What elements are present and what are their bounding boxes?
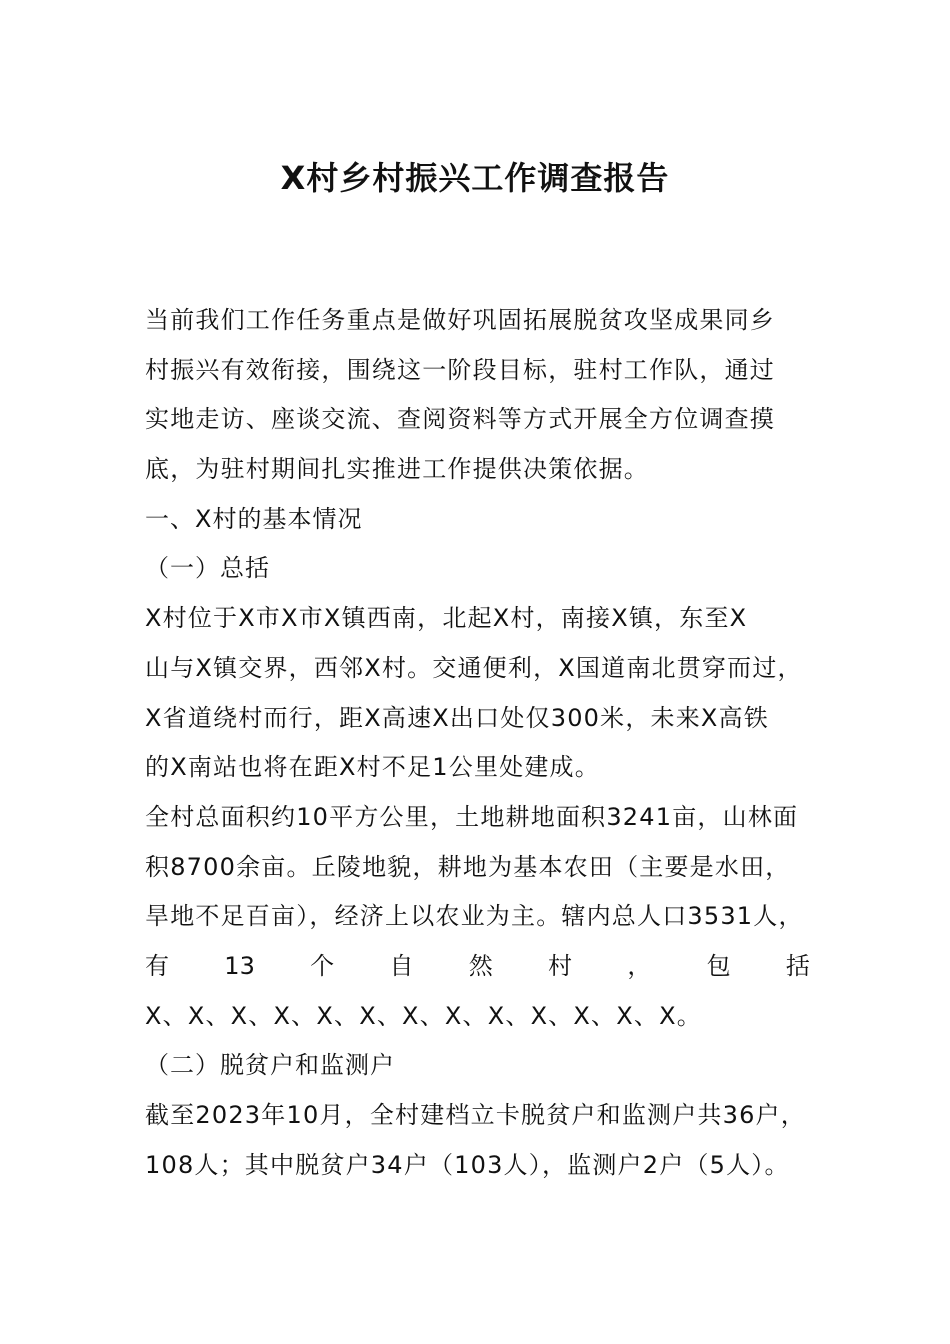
villages-list-line: X、X、X、X、X、X、X、X、X、X、X、X、X。 (145, 1001, 702, 1030)
subsection-heading-overview: （一）总括 (145, 554, 270, 583)
spread-token: 村 (548, 951, 573, 980)
intro-line-1: 当前我们工作任务重点是做好巩固拓展脱贫攻坚成果同乡 (145, 306, 775, 334)
households-line-2: 108人；其中脱贫户34户（103人），监测户2户（5人）。 (145, 1150, 790, 1179)
spread-token: 包 (706, 951, 731, 980)
intro-line-3: 实地走访、座谈交流、查阅资料等方式开展全方位调查摸 (145, 405, 775, 434)
spread-token: 13 (224, 951, 255, 980)
spread-token: 有 (145, 951, 169, 980)
location-line-2: 山与X镇交界，西邻X村。交通便利，X国道南北贯穿而过， (145, 653, 803, 682)
section-heading-basic-info: 一、X村的基本情况 (145, 504, 363, 533)
location-line-4: 的X南站也将在距X村不足1公里处建成。 (145, 753, 600, 782)
spread-token: 自 (389, 951, 414, 980)
area-line-2: 积8700余亩。丘陵地貌，耕地为基本农田（主要是水田， (145, 852, 791, 881)
subsection-heading-households: （二）脱贫户和监测户 (145, 1051, 395, 1080)
area-line-1: 全村总面积约10平方公里，土地耕地面积3241亩，山林面 (145, 802, 799, 831)
villages-spread-line (145, 942, 810, 992)
spread-token: 然 (468, 951, 493, 980)
spread-token: ， (627, 951, 652, 980)
spread-token: 个 (310, 951, 335, 980)
location-line-3: X省道绕村而行，距X高速X出口处仅300米，未来X高铁 (145, 703, 769, 732)
households-line-1: 截至2023年10月，全村建档立卡脱贫户和监测户共36户， (145, 1101, 806, 1129)
intro-line-4: 底，为驻村期间扎实推进工作提供决策依据。 (145, 455, 649, 484)
area-line-3: 旱地不足百亩），经济上以农业为主。辖内总人口3531人， (145, 902, 804, 931)
document-body (145, 296, 810, 1190)
intro-line-2: 村振兴有效衔接，围绕这一阶段目标，驻村工作队，通过 (145, 355, 775, 384)
document-title: X村乡村振兴工作调查报告 (280, 159, 670, 197)
location-line-1: X村位于X市X市X镇西南，北起X村，南接X镇，东至X (145, 604, 748, 633)
spread-token: 括 (785, 951, 810, 980)
